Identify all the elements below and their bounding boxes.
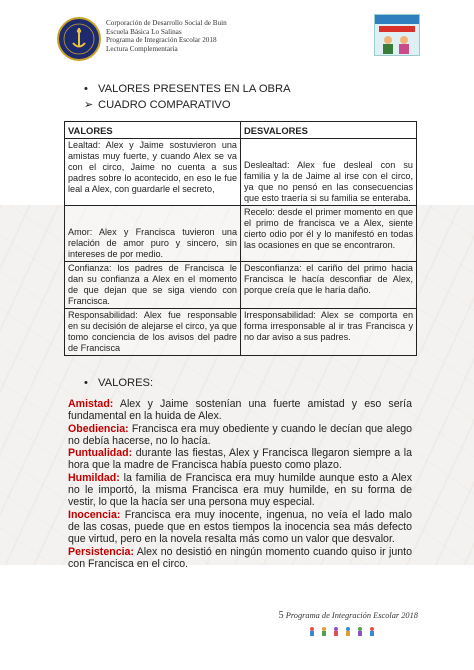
table-row <box>65 262 417 309</box>
values-list <box>68 398 412 570</box>
list-item <box>68 447 412 472</box>
value-text: durante las fiestas, Alex y Francisca llegaron siempre a la hora que la madre de Francisca había puesto como plazo. <box>68 447 412 472</box>
footer-program: Programa de Integración Escolar 2018 <box>285 611 418 620</box>
page-number: 5 <box>278 610 284 621</box>
table-cell: Lealtad: Alex y Jaime sostuvieron una amistas muy fuerte, y cuando Alex se va con el circo, Jaime no cuenta a sus padres sobre lo acontecido, en eso le fue leal a Alex, con guardarle el secreto, <box>65 139 241 206</box>
value-term: Humildad: <box>68 471 120 484</box>
value-term: Amistad: <box>68 398 114 410</box>
header-line: Lectura Complementaria <box>106 44 178 53</box>
values-list-heading: • VALORES: <box>84 377 154 389</box>
table-header-row <box>65 122 417 139</box>
compare-section-heading: ➢ CUADRO COMPARATIVO <box>84 99 231 111</box>
program-logo-icon <box>374 14 420 56</box>
bullet-icon: • <box>84 83 88 95</box>
bullet-icon: • <box>84 377 88 389</box>
page-footer <box>279 610 418 621</box>
list-item <box>68 509 412 546</box>
value-text: Alex y Jaime sostenían una fuerte amistad y eso sería fundamental en la huida de Alex. <box>68 398 412 423</box>
value-text: Alex no desistió en ningún momento cuando quiso ir junto con Francisca en el circo. <box>68 545 412 570</box>
children-decoration-icon <box>307 624 377 636</box>
values-section-heading: • VALORES PRESENTES EN LA OBRA <box>84 83 291 95</box>
list-item <box>68 398 412 423</box>
table-cell: Amor: Alex y Francisca tuvieron una relación de amor puro y sincero, sin intereses de por medio. <box>65 206 241 262</box>
table-cell: Responsabilidad: Alex fue responsable en su decisión de alejarse el circo, ya que tomo conciencia de los avisos del padre de Francisca <box>65 309 241 356</box>
table-row <box>65 139 417 206</box>
table-cell: Irresponsabilidad: Alex se comporta en forma irresponsable al ir tras Francisca y no dar aviso a sus padres. <box>241 309 417 356</box>
institution-header <box>106 19 227 53</box>
header-line: Escuela Básica Lo Salinas <box>106 27 182 36</box>
table-cell: Confianza: los padres de Francisca le dan su confianza a Alex en el momento de que dejan que se siga viendo con Francisca. <box>65 262 241 309</box>
table-row <box>65 309 417 356</box>
header-line: Programa de Integración Escolar 2018 <box>106 36 217 45</box>
arrow-bullet-icon: ➢ <box>84 99 94 111</box>
table-cell: Recelo: desde el primer momento en que el primo de francisca ve a Alex, siente cierto odio por él y lo manifestó en todas las ocasiones en que se encontraron. <box>241 206 417 262</box>
value-text: Francisca era muy inocente, ingenua, no veía el lado malo de las cosas, puede que en estos tiempos la inocencia sea más defecto que virtud, pero en la novela resalta más como un valor que desvalor. <box>68 508 412 546</box>
header-line: Corporación de Desarrollo Social de Buin <box>106 19 227 27</box>
comparison-table <box>64 121 417 356</box>
table-cell: Deslealtad: Alex fue desleal con su familia y la de Jaime al irse con el circo, ya que no pensó en las consecuencias que esto traería si su familia se enteraba. <box>241 139 417 206</box>
value-term: Puntualidad: <box>68 447 133 460</box>
value-term: Persistencia: <box>68 545 134 558</box>
list-item <box>68 423 412 448</box>
school-seal-icon <box>57 17 101 61</box>
value-term: Inocencia: <box>68 508 121 521</box>
table-cell: Desconfianza: el cariño del primo hacia Francisca le hacía desconfiar de Alex, porque creía que le haría daño. <box>241 262 417 309</box>
column-header: DESVALORES <box>241 122 417 139</box>
list-item <box>68 546 412 571</box>
table-row <box>65 206 417 262</box>
value-text: Francisca era muy obediente y cuando le decían que alego no debía hacerse, no lo hacía. <box>68 422 412 447</box>
column-header: VALORES <box>65 122 241 139</box>
value-text: la familia de Francisca era muy humilde aunque esto a Alex no le importó, la misma Francisca era muy humilde, en su forma de vestir, lo que la hacía ser una persona muy especial. <box>68 471 412 509</box>
list-item <box>68 472 412 509</box>
value-term: Obediencia: <box>68 422 129 435</box>
